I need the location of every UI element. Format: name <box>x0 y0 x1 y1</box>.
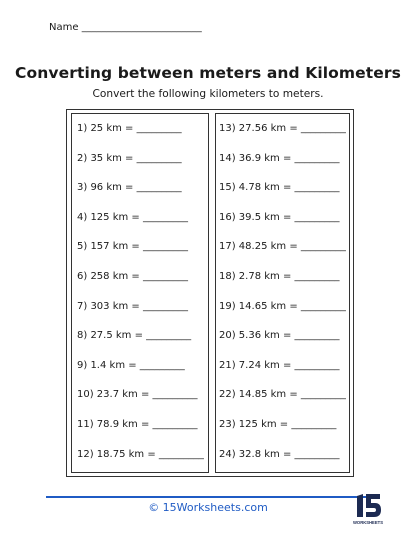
problem-item: 19) 14.65 km = _________ <box>219 300 346 312</box>
problem-item: 21) 7.24 km = _________ <box>219 359 340 371</box>
problem-item: 14) 36.9 km = _________ <box>219 152 340 164</box>
problem-item: 10) 23.7 km = _________ <box>77 389 198 401</box>
worksheet-instructions: Convert the following kilometers to meters. <box>92 88 324 100</box>
problems-column-left <box>71 113 209 473</box>
problem-item: 9) 1.4 km = _________ <box>77 359 185 371</box>
problem-item: 8) 27.5 km = _________ <box>77 330 192 342</box>
problem-item: 6) 258 km = _________ <box>77 270 188 282</box>
problem-item: 1) 25 km = _________ <box>77 123 182 134</box>
problem-item: 11) 78.9 km = _________ <box>77 418 198 430</box>
copyright-link[interactable]: © 15Worksheets.com <box>148 501 268 514</box>
footer-divider <box>46 496 372 498</box>
problem-item: 24) 32.8 km = _________ <box>219 448 340 460</box>
problem-item: 16) 39.5 km = _________ <box>219 211 340 223</box>
problems-box <box>66 109 354 477</box>
problem-item: 18) 2.78 km = _________ <box>219 270 340 282</box>
name-blank: ________________________ <box>81 22 202 33</box>
problem-item: 7) 303 km = _________ <box>77 300 188 312</box>
problems-column-right <box>215 113 350 473</box>
problem-item: 15) 4.78 km = _________ <box>219 182 340 194</box>
problem-item: 20) 5.36 km = _________ <box>219 330 340 342</box>
problem-item: 17) 48.25 km = _________ <box>219 241 346 253</box>
problem-item: 22) 14.85 km = _________ <box>219 389 346 401</box>
problem-item: 4) 125 km = _________ <box>77 211 188 223</box>
problem-item: 3) 96 km = _________ <box>77 182 182 194</box>
problem-item: 12) 18.75 km = _________ <box>77 448 204 460</box>
problem-item: 2) 35 km = _________ <box>77 152 182 164</box>
problem-item: 5) 157 km = _________ <box>77 241 188 253</box>
problem-item: 23) 125 km = _________ <box>219 418 337 430</box>
logo-caption: WORKSHEETS <box>352 520 384 525</box>
logo-number-shape <box>357 494 381 517</box>
name-label: Name <box>49 22 79 33</box>
worksheets-logo-icon <box>351 493 385 533</box>
worksheet-title: Converting between meters and Kilometers <box>15 64 401 82</box>
name-field <box>49 22 202 33</box>
problem-item: 13) 27.56 km = _________ <box>219 123 346 134</box>
